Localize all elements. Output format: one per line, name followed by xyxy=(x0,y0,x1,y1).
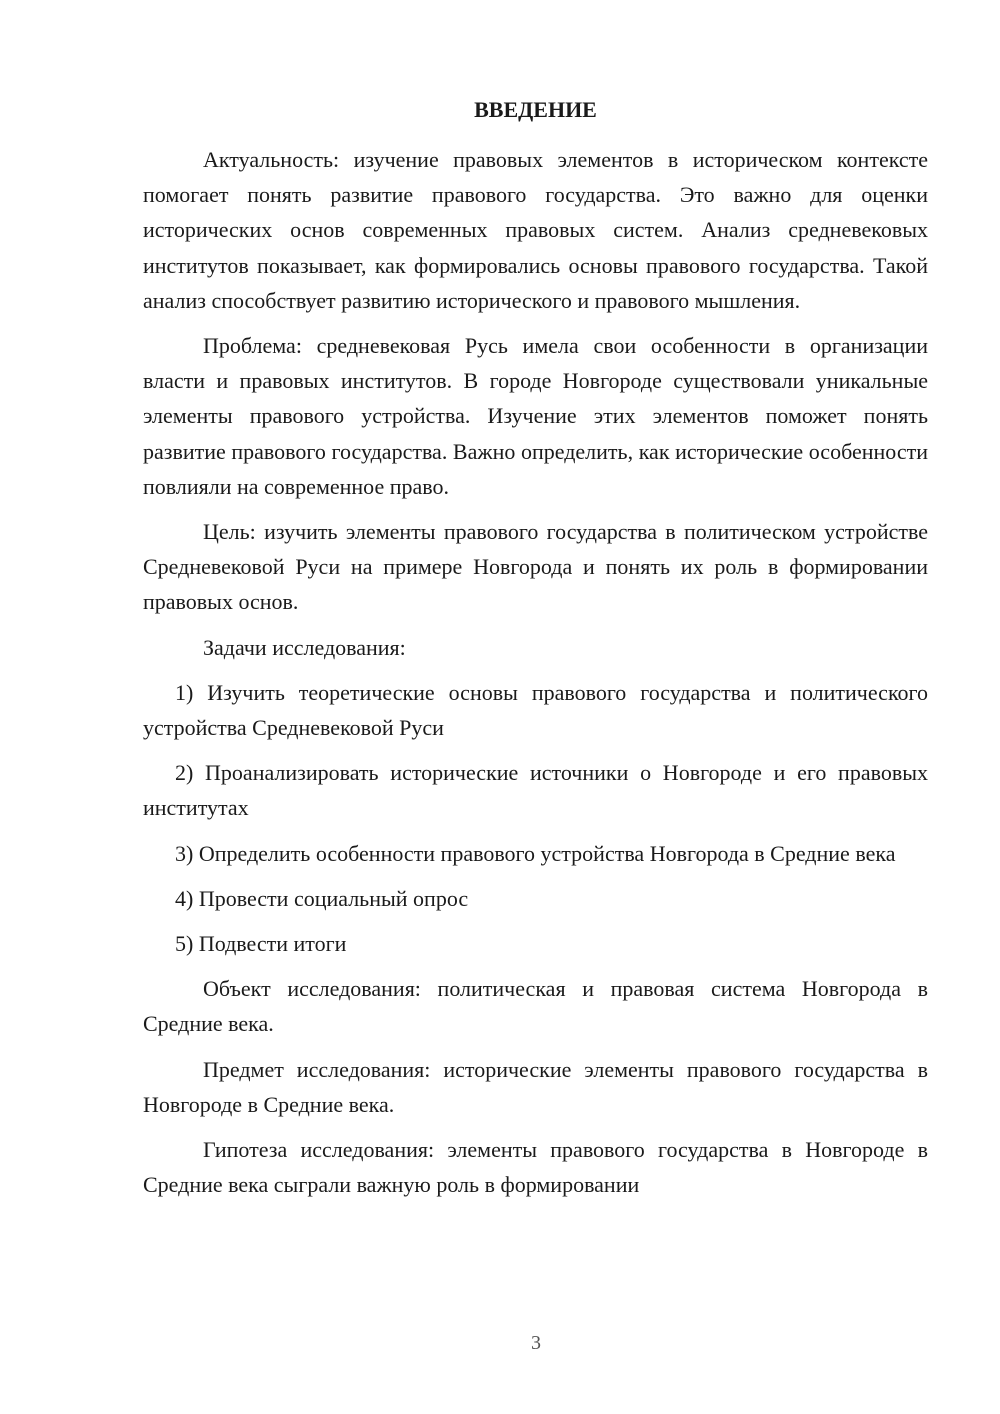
paragraph-hypothesis: Гипотеза исследования: элементы правового государства в Новгороде в Средние века сыграли важную роль в формировании xyxy=(143,1137,928,1198)
task-item-3: 3) Определить особенности правового устройства Новгорода в Средние века xyxy=(175,840,896,866)
task-item-5: 5) Подвести итоги xyxy=(175,931,347,957)
paragraph-tasks-title: Задачи исследования: xyxy=(203,634,406,660)
paragraph-relevance: Актуальность: изучение правовых элементов в историческом контексте помогает понять развитие правового государства. Это важно для оценки исторических основ современных правовых систем. Анализ средневековых институтов показывает, как формировались основы правового государства. Такой анализ способствует развитию исторического и правового мышления. xyxy=(143,147,928,313)
page-number: 3 xyxy=(531,1332,541,1354)
section-heading: ВВЕДЕНИЕ xyxy=(474,97,597,122)
document-page xyxy=(143,88,928,1202)
paragraph-object: Объект исследования: политическая и правовая система Новгорода в Средние века. xyxy=(143,976,928,1037)
task-item-4: 4) Провести социальный опрос xyxy=(175,885,469,911)
paragraph-goal: Цель: изучить элементы правового государства в политическом устройстве Средневековой Руси на примере Новгорода и понять их роль в формировании правовых основ. xyxy=(143,519,928,615)
task-item-1: 1) Изучить теоретические основы правового государства и политического устройства Средневековой Руси xyxy=(143,679,928,741)
paragraph-problem: Проблема: средневековая Русь имела свои особенности в организации власти и правовых институтов. В городе Новгороде существовали уникальные элементы правового устройства. Изучение этих элементов поможет понять развитие правового государства. Важно определить, как исторические особенности повлияли на современное право. xyxy=(143,333,928,499)
paragraph-subject: Предмет исследования: исторические элементы правового государства в Новгороде в Средние века. xyxy=(143,1056,928,1117)
task-item-2: 2) Проанализировать исторические источники о Новгороде и его правовых институтах xyxy=(143,760,928,821)
